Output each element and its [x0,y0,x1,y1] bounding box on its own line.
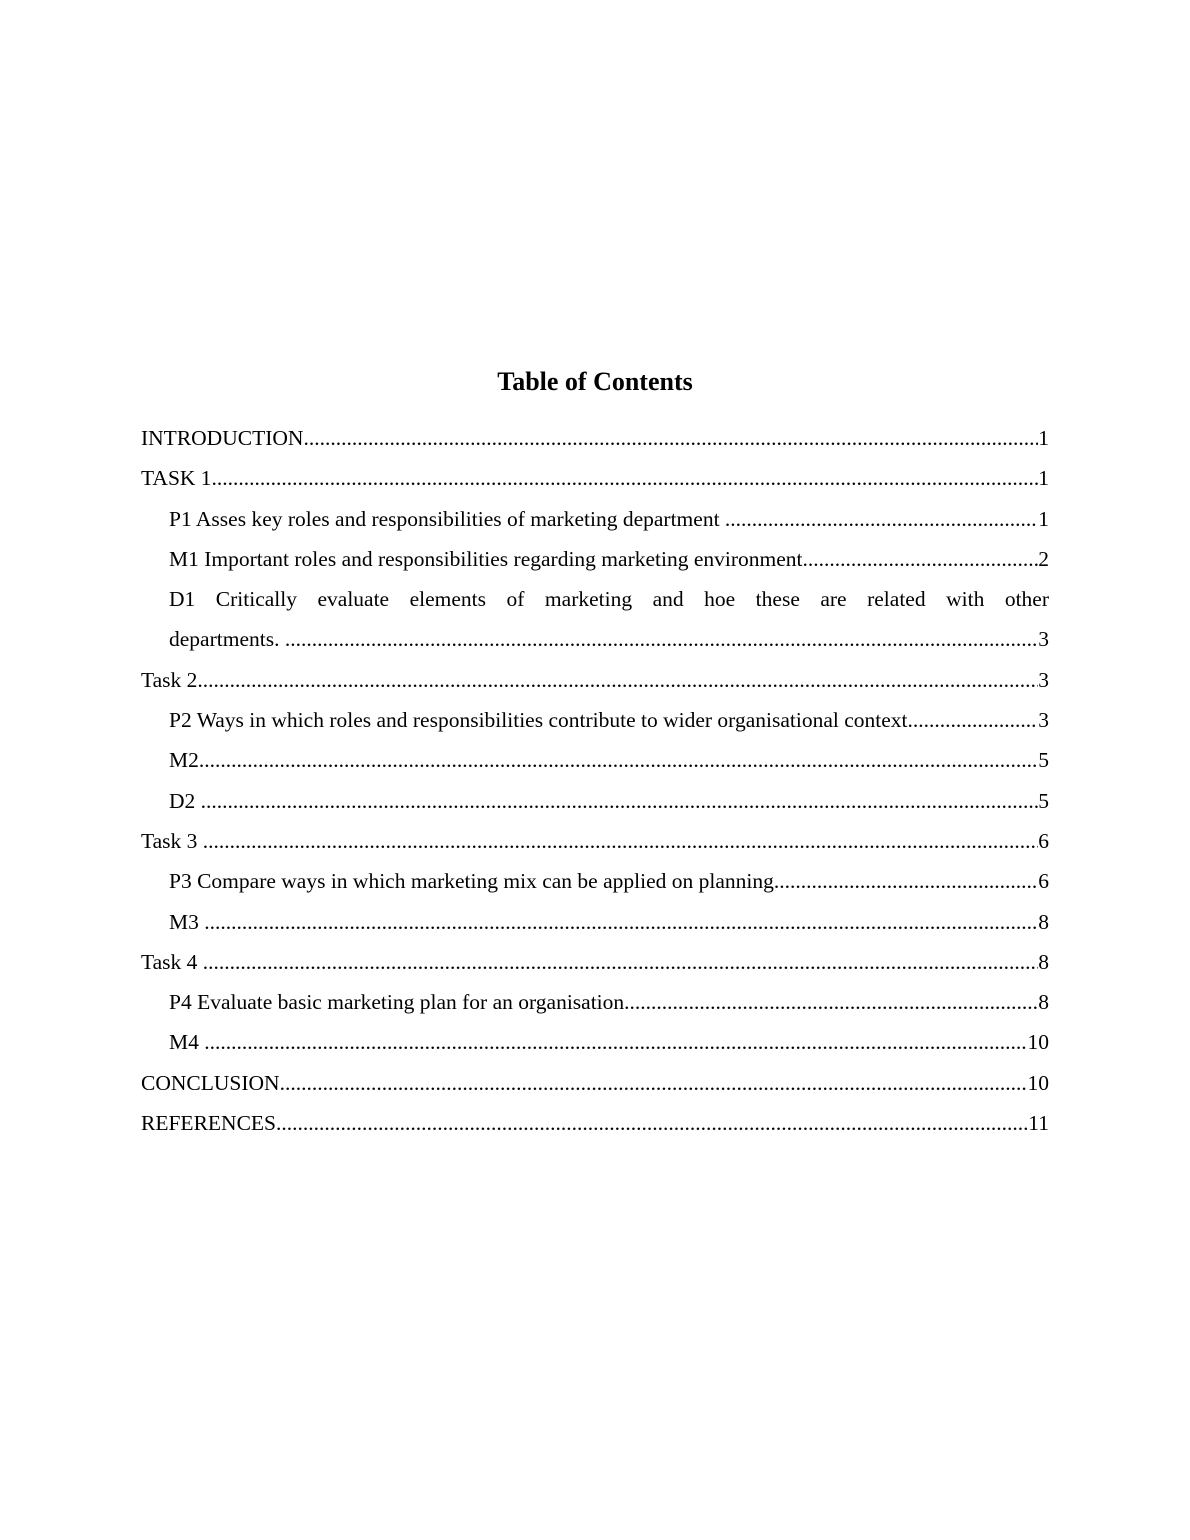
toc-leader-dots [280,1063,1028,1103]
toc-page-number: 1 [1038,506,1049,531]
toc-page-number: 5 [1038,748,1049,773]
toc-entry-label: M4 [169,1030,205,1055]
toc-leader-dots [199,740,1038,780]
toc-entry-task-4[interactable] [141,942,1049,982]
toc-leader-dots [303,418,1038,458]
toc-leader-dots [201,781,1039,821]
toc-entry-label: M2 [169,748,199,773]
toc-entry-label: D2 [169,788,201,813]
toc-leader-dots [212,458,1039,498]
toc-entry-label: REFERENCES [141,1111,276,1136]
toc-leader-dots [774,861,1038,901]
toc-entry-label: M1 Important roles and responsibilities regarding marketing environment [169,546,803,571]
toc-leader-dots [725,499,1038,539]
toc-entry-label: P1 Asses key roles and responsibilities of marketing department [169,506,725,531]
toc-leader-dots [908,700,1039,740]
toc-page-number: 1 [1038,466,1049,491]
toc-page-number: 3 [1038,708,1049,733]
toc-leader-dots [203,942,1038,982]
toc-entry-m4[interactable] [141,1022,1049,1062]
toc-list [141,418,1049,1143]
toc-entry-p3[interactable] [141,861,1049,901]
toc-leader-dots [204,1022,1027,1062]
toc-entry-references[interactable] [141,1103,1049,1143]
toc-entry-p1[interactable] [141,499,1049,539]
toc-entry-label: CONCLUSION [141,1070,280,1095]
toc-page-number: 10 [1027,1030,1049,1055]
toc-entry-m3[interactable] [141,902,1049,942]
toc-page-number: 3 [1038,627,1049,652]
toc-entry-label: Task 3 [141,828,203,853]
toc-entry-label: M3 [169,909,205,934]
toc-entry-task-1[interactable] [141,458,1049,498]
toc-entry-label-line2: departments. [169,627,285,652]
toc-entry-m2[interactable] [141,740,1049,780]
toc-title: Table of Contents [497,367,693,396]
toc-entry-d1[interactable] [141,579,1049,660]
toc-entry-conclusion[interactable] [141,1063,1049,1103]
toc-entry-label: P3 Compare ways in which marketing mix can be applied on planning [169,869,774,894]
toc-entry-label-line1: D1 Critically evaluate elements of marketing and hoe these are related with other [169,587,1049,612]
toc-leader-dots [203,821,1038,861]
toc-page-number: 3 [1038,667,1049,692]
toc-entry-label: INTRODUCTION [141,426,304,450]
toc-page-number: 1 [1038,426,1049,450]
toc-entry-task-2[interactable] [141,660,1049,700]
toc-entry-m1[interactable] [141,539,1049,579]
toc-entry-introduction[interactable] [141,418,1049,458]
toc-leader-dots [803,539,1039,579]
toc-page-number: 5 [1038,788,1049,813]
toc-entry-p2[interactable] [141,700,1049,740]
toc-entry-label: Task 4 [141,949,203,974]
toc-entry-d2[interactable] [141,781,1049,821]
toc-page-number: 11 [1028,1111,1049,1136]
toc-entry-label: Task 2 [141,667,198,692]
toc-entry-task-3[interactable] [141,821,1049,861]
toc-entry-label: P4 Evaluate basic marketing plan for an organisation [169,990,625,1015]
toc-page-number: 6 [1038,869,1049,894]
toc-page-number: 8 [1038,949,1049,974]
toc-leader-dots [276,1103,1028,1143]
toc-page-number: 6 [1038,828,1049,853]
toc-leader-dots [204,902,1038,942]
toc-leader-dots [197,660,1038,700]
toc-leader-dots [285,619,1038,659]
toc-page-number: 8 [1038,990,1049,1015]
toc-entry-label: TASK 1 [141,466,212,491]
toc-entry-label: P2 Ways in which roles and responsibilities contribute to wider organisational context [169,708,908,733]
toc-leader-dots [624,982,1038,1022]
toc-page-number: 10 [1027,1070,1049,1095]
toc-page-number: 8 [1038,909,1049,934]
toc-entry-p4[interactable] [141,982,1049,1022]
toc-page-number: 2 [1038,546,1049,571]
